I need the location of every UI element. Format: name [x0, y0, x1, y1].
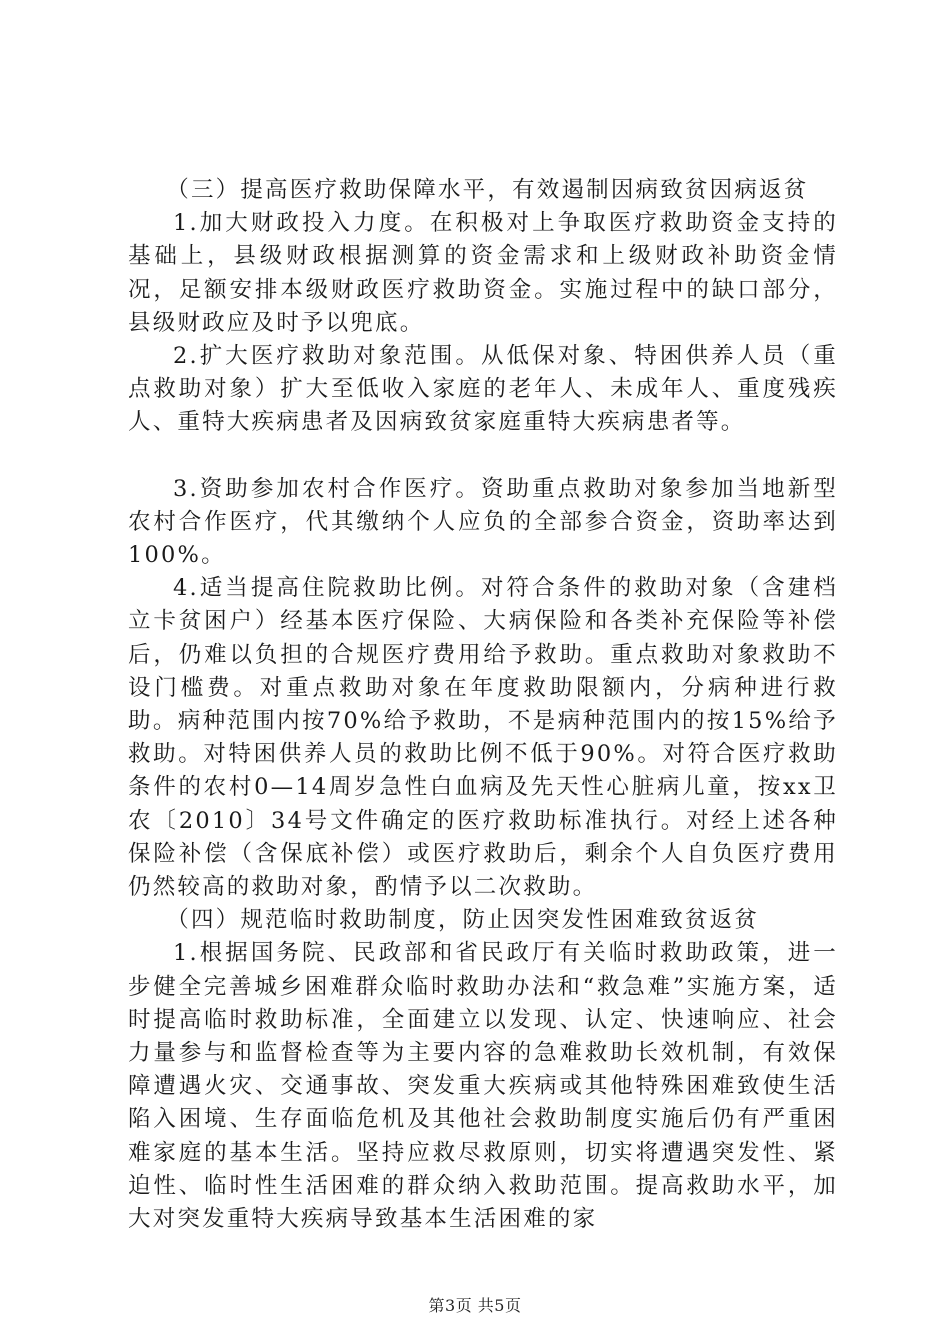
paragraph-3-3: 3.资助参加农村合作医疗。资助重点救助对象参加当地新型农村合作医疗，代其缴纳个人应负的全部参合资金，资助率达到100%。	[128, 475, 838, 569]
paragraph-3-2: 2.扩大医疗救助对象范围。从低保对象、特困供养人员（重点救助对象）扩大至低收入家庭的老年人、未成年人、重度残疾人、重特大疾病患者及因病致贫家庭重特大疾病患者等。	[128, 343, 838, 436]
paragraph-3-4: 4.适当提高住院救助比例。对符合条件的救助对象（含建档立卡贫困户）经基本医疗保险、大病保险和各类补充保险等补偿后，仍难以负担的合规医疗费用给予救助。重点救助对象救助不设门槛费。对重点救助对象在年度救助限额内，分病种进行救助。病种范围内按70%给予救助，不是病种范围内的按15%给予救助。对特困供养人员的救助比例不低于90%。对符合医疗救助条件的农村0—14周岁急性白血病及先天性心脏病儿童，按xx卫农〔2010〕34号文件确定的医疗救助标准执行。对经上述各种保险补偿（含保底补偿）或医疗救助后，剩余个人自负医疗费用仍然较高的救助对象，酌情予以二次救助。	[128, 575, 838, 901]
document-body	[128, 174, 838, 1236]
section-heading-3: （三）提高医疗救助保障水平，有效遏制因病致贫因病返贫	[166, 177, 809, 203]
section-heading-4: （四）规范临时救助制度，防止因突发性困难致贫返贫	[166, 907, 760, 934]
paragraph-4-1: 1.根据国务院、民政部和省民政厅有关临时救助政策，进一步健全完善城乡困难群众临时救助办法和“救急难”实施方案，适时提高临时救助标准，全面建立以发现、认定、快速响应、社会力量参与和监督检查等为主要内容的急难救助长效机制，有效保障遭遇火灾、交通事故、突发重大疾病或其他特殊困难致使生活陷入困境、生存面临危机及其他社会救助制度实施后仍有严重困难家庭的基本生活。坚持应救尽救原则，切实将遭遇突发性、紧迫性、临时性生活困难的群众纳入救助范围。提高救助水平，加大对突发重特大疾病导致基本生活困难的家	[128, 940, 838, 1233]
paragraph-3-1: 1.加大财政投入力度。在积极对上争取医疗救助资金支持的基础上，县级财政根据测算的资金需求和上级财政补助资金情况，足额安排本级财政医疗救助资金。实施过程中的缺口部分，县级财政应及时予以兜底。	[128, 210, 838, 336]
page-number-footer: 第3页 共5页	[428, 1296, 522, 1315]
